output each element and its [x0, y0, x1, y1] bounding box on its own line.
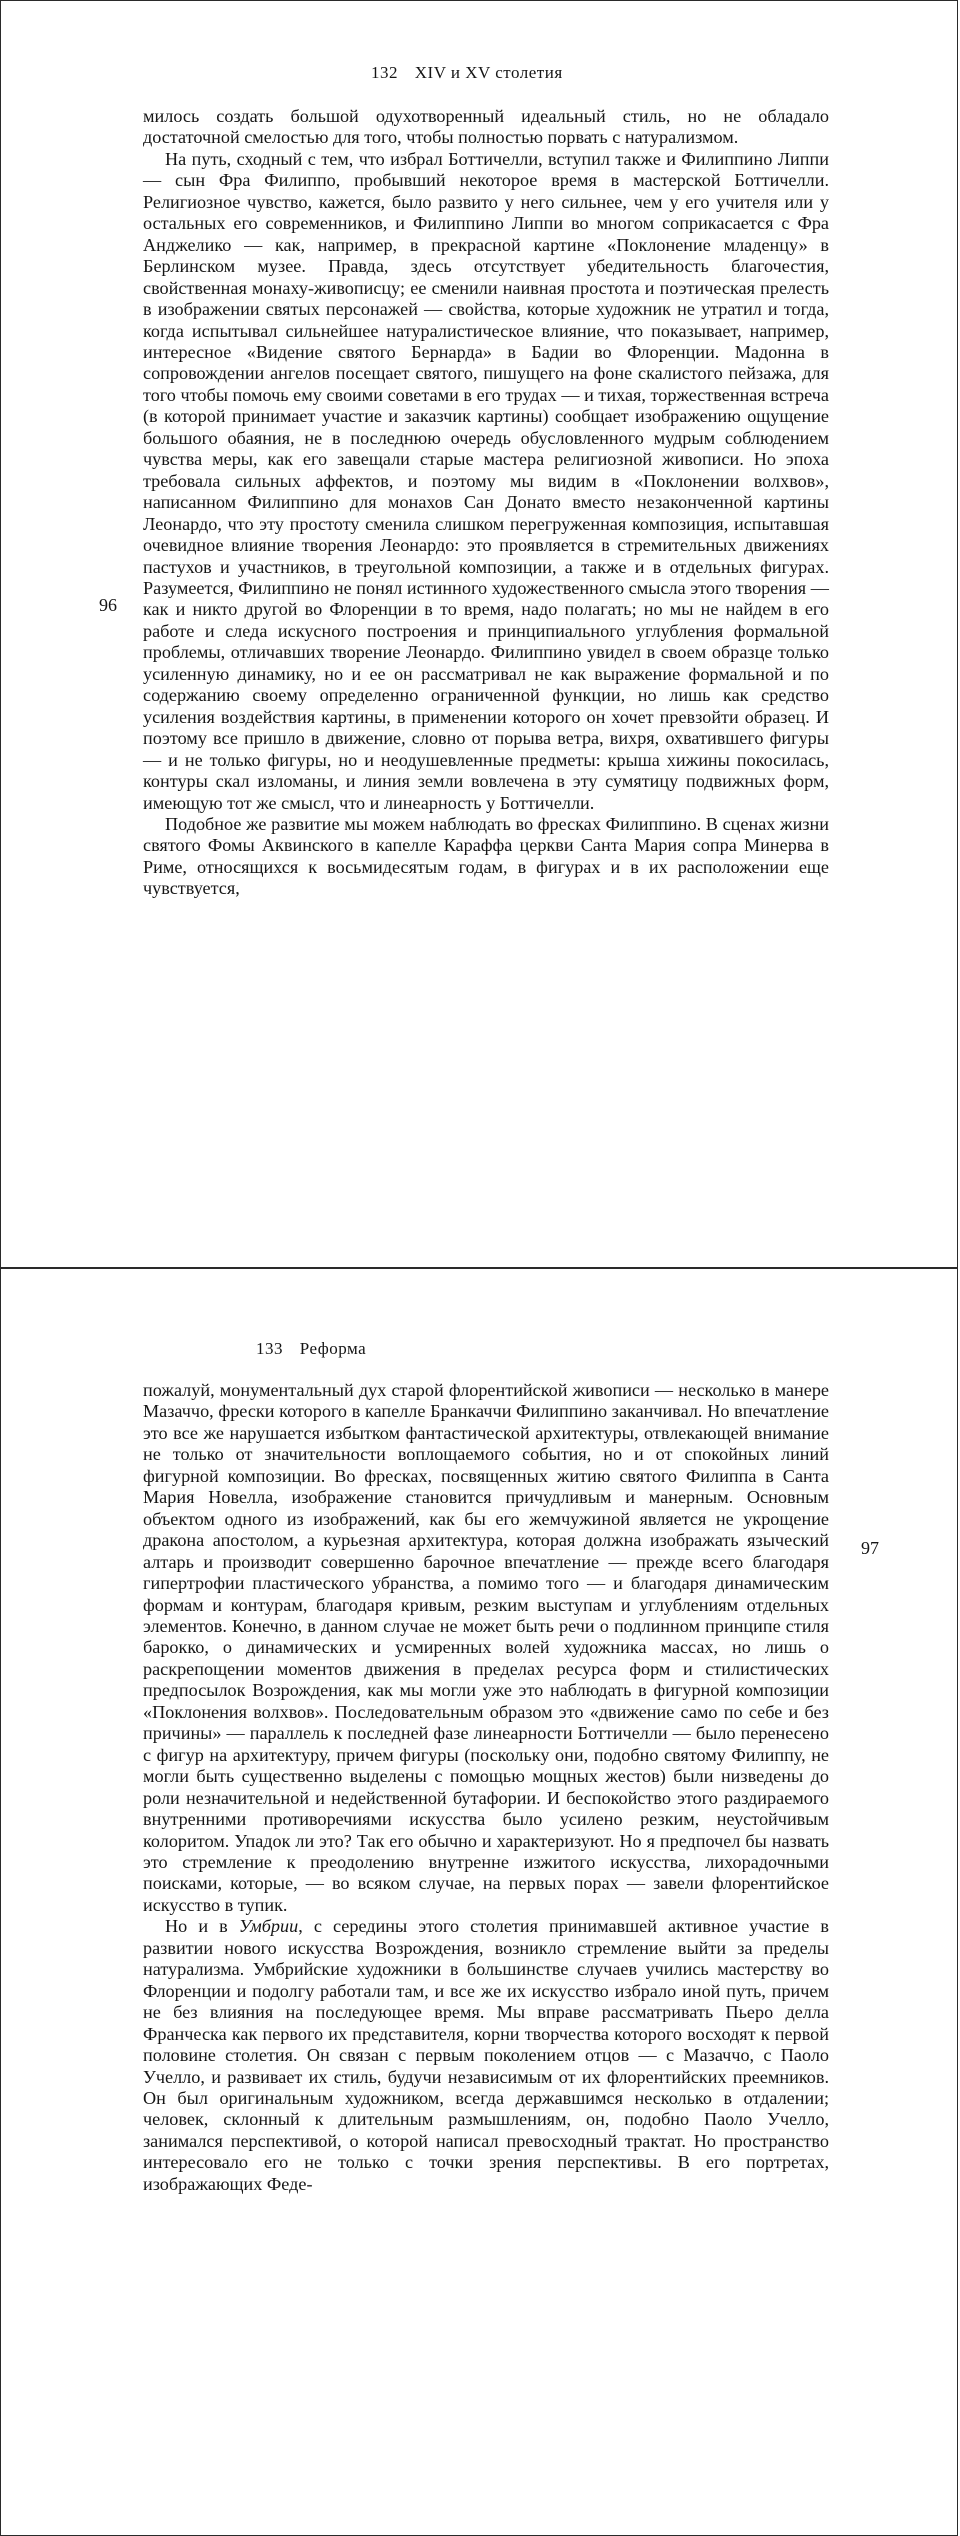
- body-text: [143, 1380, 829, 2195]
- paragraph: милось создать большой одухотворенный идеальный стиль, но не обладало достаточной смелостью для того, чтобы полностью порвать с натурализмом.: [143, 106, 829, 148]
- page-number: 133: [256, 1339, 283, 1358]
- running-header: [371, 63, 563, 83]
- italic-term: Умбрии: [238, 1916, 299, 1937]
- paragraph-start: Но и в: [165, 1916, 239, 1937]
- page-133: [0, 1268, 958, 2536]
- paragraph-rest: , с середины этого столетия принимавшей активное участие в развитии нового искусства Возрождения, возникло стремление выйти за пределы натурализма. Умбрийские художники в большинстве случаев учились мастерству во Флоренции и подолгу работали там, и все же их искусство избрало иной путь, причем не без влияния на последующее время. Мы вправе рассматривать Пьеро делла Франческа как первого их представителя, корни творчества которого восходят к первой половине столетия. Он связан с первым поколением отцов — с Мазаччо, с Паоло Учелло, и развивает их стиль, будучи независимым от их флорентийских преемников. Он был оригинальным художником, всегда державшимся несколько в отдалении; человек, склонный к длительным размышлениям, он, подобно Паоло Учелло, занимался перспективой, о которой написал превосходный трактат. Но пространство интересовало его не только с точки зрения перспективы. В его портретах, изображающих Феде-: [143, 1916, 829, 2194]
- margin-page-reference: 96: [99, 595, 117, 615]
- margin-page-reference: 97: [861, 1538, 879, 1558]
- paragraph: пожалуй, монументальный дух старой флорентийской живописи — несколько в манере Мазаччо, фрески которого в капелле Бранкаччи Филиппино заканчивал. Но впечатление это все же нарушается избытком фантастической архитектуры, отвлекающей внимание не только от значительности воплощаемого события, но и от спокойных линий фигурной композиции. Во фресках, посвященных житию святого Филиппа в Санта Мария Новелла, изображение становится причудливым и манерным. Основным объектом одного из изображений, как бы его жемчужиной является не укрощение дракона апостолом, а курьезная архитектура, которая должна изображать языческий алтарь и производит совершенно барочное впечатление — прежде всего благодаря гипертрофии пластического убранства, а помимо того — и благодаря динамическим формам и контурам, благодаря кривым, резким выступам и углублениям отдельных элементов. Конечно, в данном случае не может быть речи о подлинном принципе стиля барокко, о динамических и усмиренных волей художника массах, но лишь о раскрепощении моментов движения в пределах ресурса форм и стилистических предпосылок Возрождения, как мы могли уже это наблюдать в фигурной композиции «Поклонения волхвов». Последовательным образом это «движение само по себе и без причины» — параллель к последней фазе линеарности Боттичелли — было перенесено с фигур на архитектуру, причем фигуры (поскольку они, подобно святому Филиппу, не могли быть существенно выделены с помощью мощных жестов) были низведены до роли незначительной и недейственной бутафории. И беспокойство этого раздираемого внутренними противоречиями искусства было усилено резким, неустойчивым колоритом. Упадок ли это? Так его обычно и характеризуют. Но я предпочел бы назвать это стремление к преодолению внутренне изжитого искусства, лихорадочными поисками, которые, — во всяком случае, на первых порах — завели флорентийское искусство в тупик.: [143, 1380, 829, 1915]
- paragraph: [143, 1916, 829, 2195]
- page-number: 132: [371, 63, 398, 82]
- body-text: [143, 106, 829, 900]
- paragraph: Подобное же развитие мы можем наблюдать во фресках Филиппино. В сценах жизни святого Фомы Аквинского в капелле Караффа церкви Санта Мария сопра Минерва в Риме, относящихся к восьмидесятым годам, в фигурах и в их расположении еще чувствуется,: [143, 813, 829, 899]
- paragraph: На путь, сходный с тем, что избрал Боттичелли, вступил также и Филиппино Липпи — сын Фра Филиппо, пробывший некоторое время в мастерской Боттичелли. Религиозное чувство, кажется, было развито у него сильнее, чем у его учителя или у остальных его современников, и Филиппино Липпи во многом соприкасается с Фра Анджелико — как, например, в прекрасной картине «Поклонение младенцу» в Берлинском музее. Правда, здесь отсутствует убедительность благочестия, свойственная монаху-живописцу; ее сменили наивная простота и поэтическая прелесть в изображении святых персонажей — свойства, которые художник не утратил и тогда, когда испытывал сильнейшее натуралистическое влияние, что показывает, например, интересное «Видение святого Бернарда» в Бадии во Флоренции. Мадонна в сопровождении ангелов посещает святого, пишущего на фоне скалистого пейзажа, для того чтобы помочь ему своими советами в его трудах — и тихая, торжественная встреча (в которой принимает участие и заказчик картины) сообщает изображению ощущение большого обаяния, не в последнюю очередь обусловленного мудрым соблюдением чувства меры, как его завещали старые мастера религиозной живописи. Но эпоха требовала сильных аффектов, и поэтому мы видим в «Поклонении волхвов», написанном Филиппино для монахов Сан Донато вместо незаконченной картины Леонардо, что эту простоту сменила слишком перегруженная композиция, испытавшая очевидное влияние творения Леонардо: это проявляется в стремительных движениях пастухов и участников, в треугольной композиции, а также и в отдельных фигурах. Разумеется, Филиппино не понял истинного художественного смысла этого творения — как и никто другой во Флоренции в то время, надо полагать; но мы не найдем в его работе и следа искусного построения и принципиального углубления формальной проблемы, отличавших творение Леонардо. Филиппино увидел в своем образце только усиленную динамику, но и ее он рассматривал не как выражение формальной и по содержанию своему определенно ограниченной функции, но лишь как средство усиления воздействия картины, в применении которого он хочет превзойти образец. И поэтому все пришло в движение, словно от порыва ветра, вихря, охватившего фигуры — и не только фигуры, но и неодушевленные предметы: крыша хижины покосилась, контуры скал изломаны, и линия земли вовлечена в эту сумятицу подвижных форм, имеющую тот же смысл, что и линеарность у Боттичелли.: [143, 148, 829, 813]
- running-header: [256, 1339, 366, 1359]
- page-132: [0, 0, 958, 1268]
- running-title: Реформа: [299, 1339, 367, 1358]
- running-title: XIV и XV столетия: [414, 63, 563, 82]
